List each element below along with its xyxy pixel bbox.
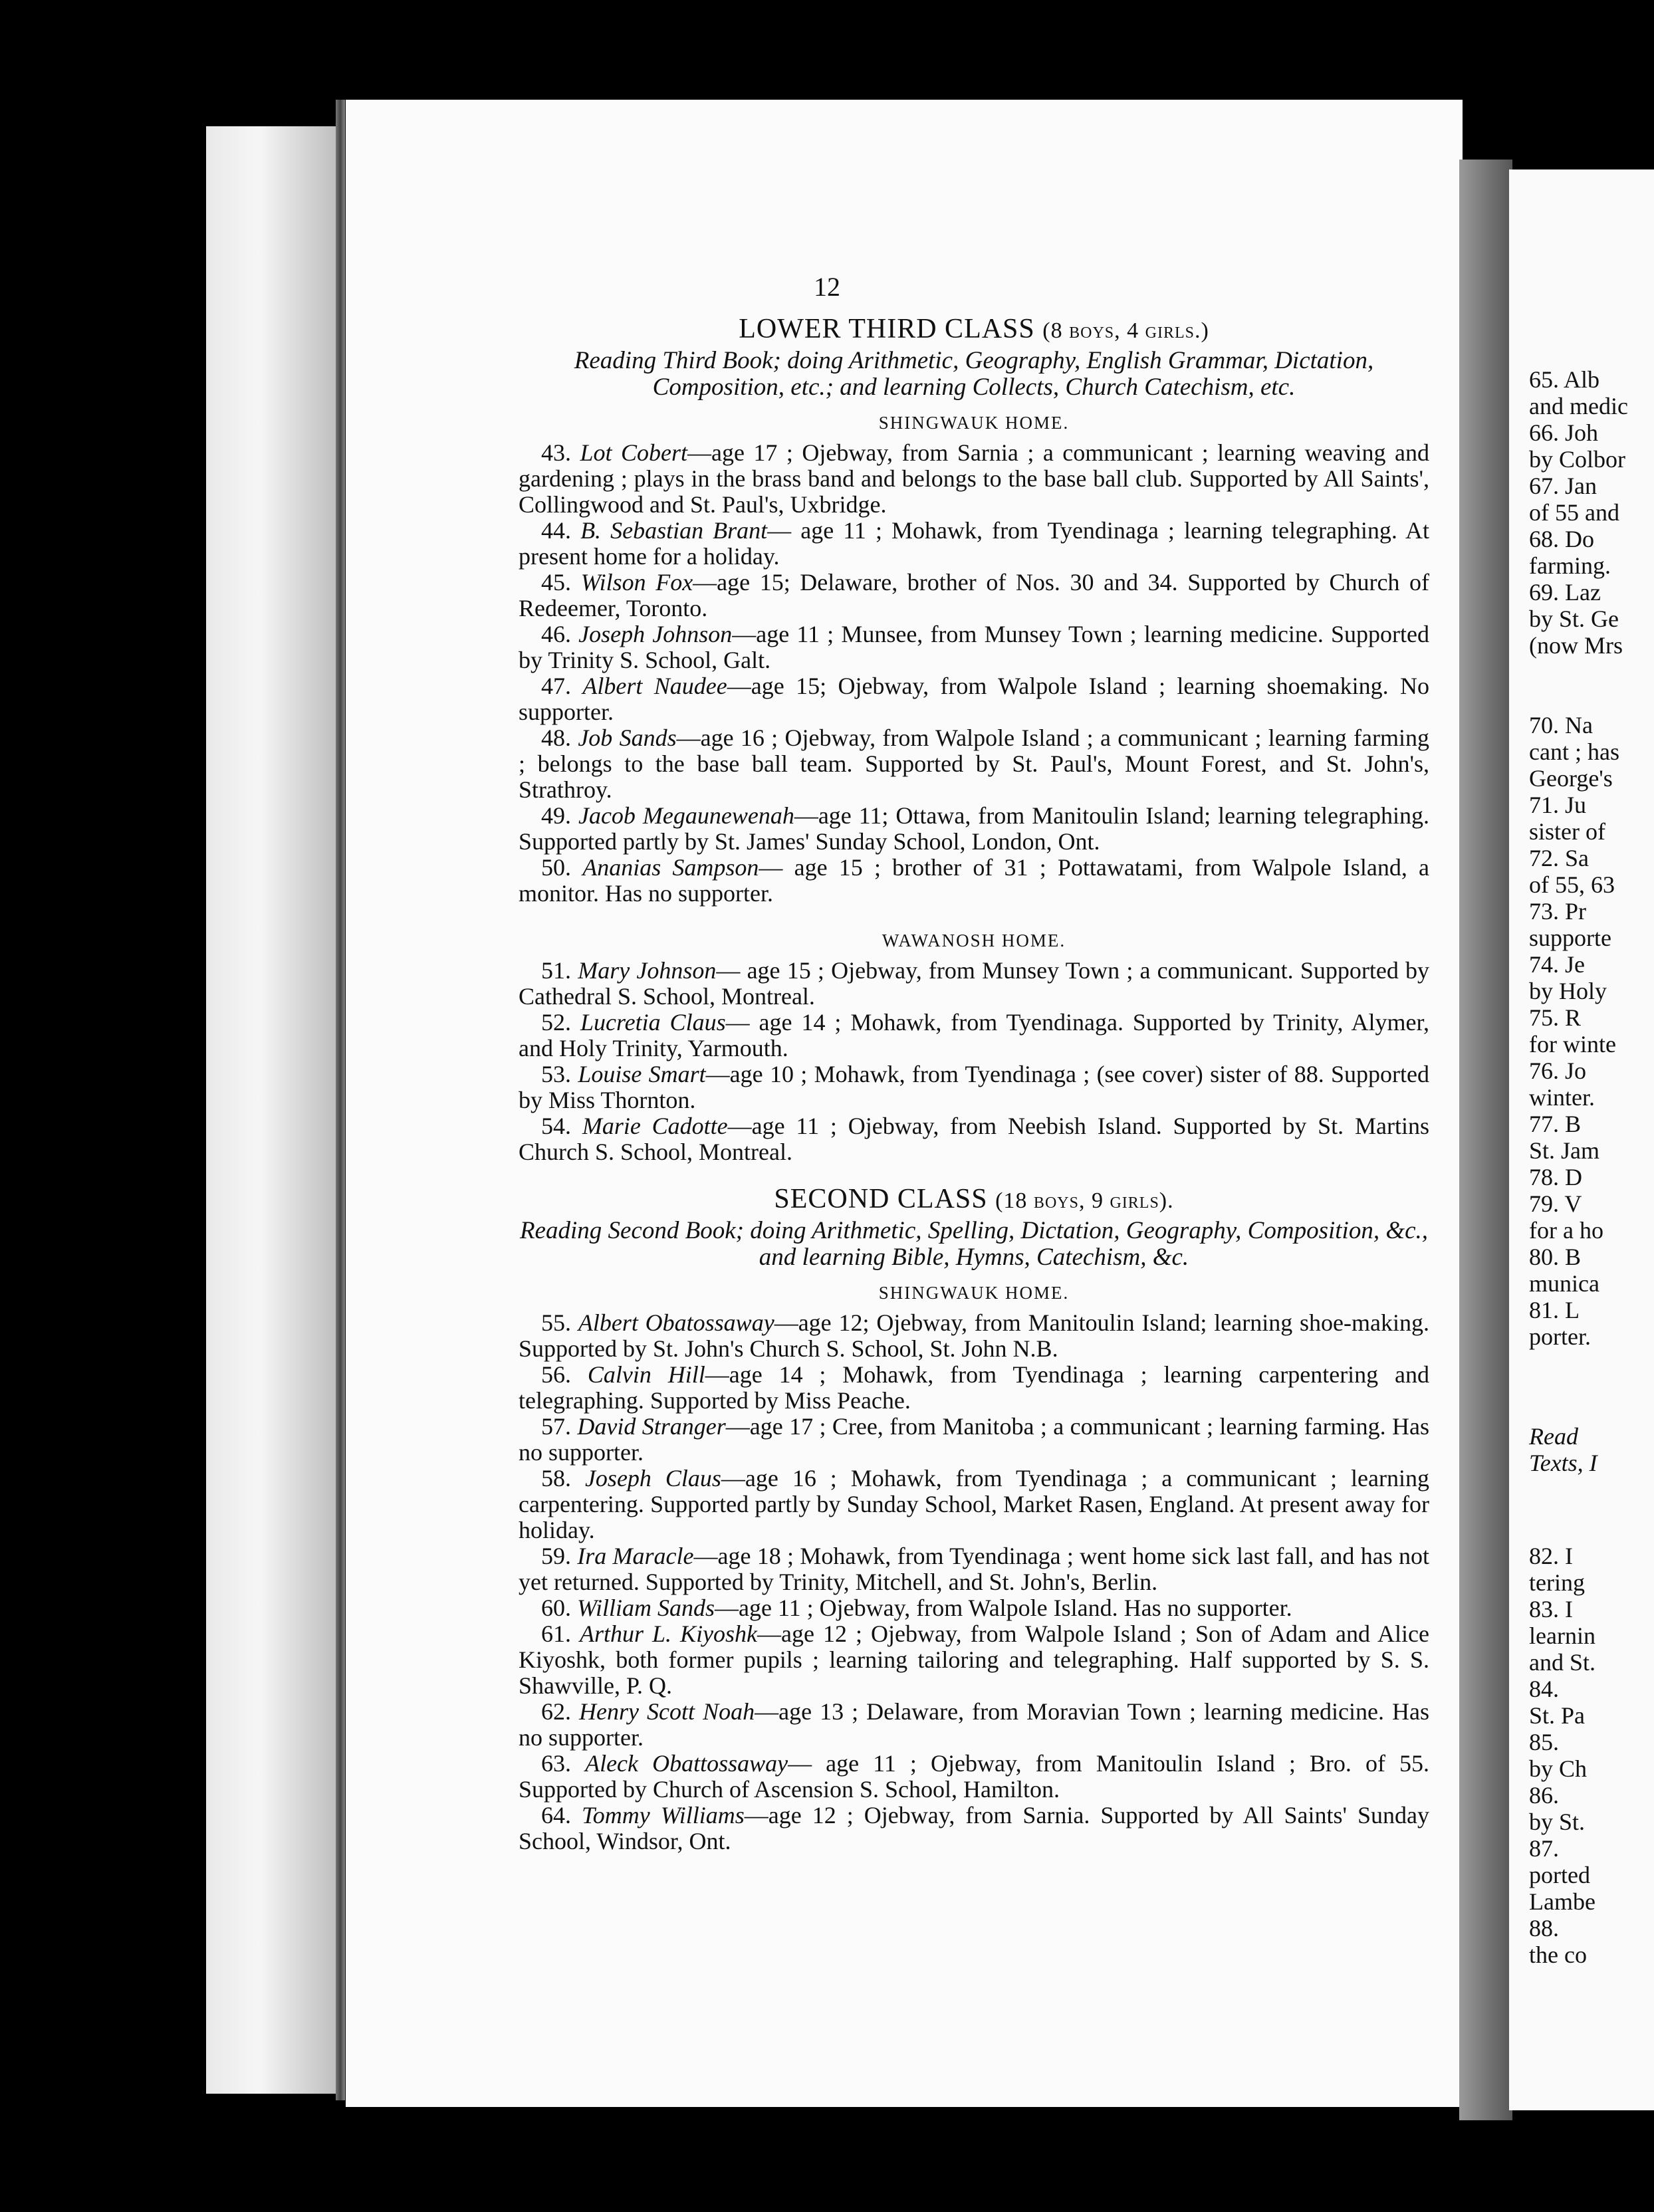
entry-number: 61. — [541, 1620, 580, 1647]
entry-number: 55. — [541, 1309, 578, 1336]
student-name: Henry Scott Noah — [579, 1698, 755, 1725]
book-spine — [336, 100, 345, 2100]
student-name: Job Sands — [578, 724, 677, 751]
facing-page-line: 88. — [1529, 1915, 1559, 1941]
entry-number: 64. — [541, 1802, 582, 1828]
facing-page-line: 67. Jan — [1529, 473, 1597, 499]
entry-details: —age 16 ; Mohawk, from Tyendinaga ; a communicant ; learning carpentering. Supported partly by Sunday School, Market Rasen, England. At present away for holiday. — [519, 1465, 1429, 1543]
entry-number: 63. — [541, 1750, 586, 1777]
entry-details: — age 11 ; Ojebway, from Manitoulin Island ; Bro. of 55. Supported by Church of Ascension S. School, Hamilton. — [519, 1750, 1430, 1803]
facing-page-line: the co — [1529, 1941, 1587, 1968]
facing-page-line: 86. — [1529, 1782, 1559, 1809]
entry-details: — age 14 ; Mohawk, from Tyendinaga. Supported by Trinity, Alymer, and Holy Trinity, Yarmouth. — [519, 1009, 1430, 1061]
curriculum-description: Reading Second Book; doing Arithmetic, Spelling, Dictation, Geography, Composition, &c., and learning Bible, Hymns, Catechism, &c. — [519, 1217, 1429, 1271]
student-name: Joseph Johnson — [578, 621, 733, 647]
facing-page-line: 74. Je — [1529, 951, 1585, 978]
entry-details: —age 10 ; Mohawk, from Tyendinaga ; (see cover) sister of 88. Supported by Miss Thornton. — [519, 1061, 1430, 1113]
entry-details: —age 17 ; Ojebway, from Sarnia ; a communicant ; learning weaving and gardening ; plays in the brass band and belongs to the base ball club. Supported by All Saints', Collingwood and St. Paul's, Uxbridge. — [519, 439, 1429, 518]
facing-page-line: 87. — [1529, 1835, 1559, 1862]
facing-page-line: by Colbor — [1529, 446, 1626, 473]
facing-page-line: (now Mrs — [1529, 632, 1623, 659]
entry-number: 45. — [541, 569, 581, 596]
facing-page-line: porter. — [1529, 1323, 1591, 1350]
book-page-edges — [206, 126, 339, 2094]
facing-page-line: of 55, 63 — [1529, 871, 1615, 898]
class-title-counts: (8 boys, 4 girls.) — [1042, 318, 1209, 343]
page-number: 12 — [814, 272, 840, 302]
student-entry — [519, 673, 1429, 725]
facing-page-line: learnin — [1529, 1622, 1595, 1649]
facing-page-line: 71. Ju — [1529, 792, 1587, 818]
facing-page-line: 65. Alb — [1529, 366, 1600, 393]
student-entry — [519, 1010, 1429, 1061]
student-name: Arthur L. Kiyoshk — [580, 1620, 758, 1647]
facing-page-line: 75. R — [1529, 1004, 1582, 1031]
student-name: Jacob Megaunewenah — [578, 802, 794, 829]
home-heading: SHINGWAUK HOME. — [878, 413, 1070, 433]
entry-details: —age 12; Ojebway, from Manitoulin Island; learning shoe-making. Supported by St. John's Church S. School, St. John N.B. — [519, 1309, 1429, 1362]
entry-details: —age 11 ; Ojebway, from Neebish Island. Supported by St. Martins Church S. School, Montreal. — [519, 1113, 1429, 1165]
entry-number: 59. — [541, 1543, 578, 1569]
facing-page-line: 72. Sa — [1529, 845, 1589, 871]
page-gutter-shadow — [1459, 160, 1512, 2120]
student-name: Lucretia Claus — [580, 1009, 726, 1036]
facing-page-fragment — [1509, 169, 1654, 2110]
scan-background — [0, 0, 199, 2212]
facing-page-line: 66. Joh — [1529, 419, 1599, 446]
class-title-name: SECOND CLASS — [774, 1184, 988, 1214]
student-entry — [519, 1751, 1429, 1803]
entry-number: 43. — [541, 439, 580, 466]
facing-page-line: 85. — [1529, 1729, 1559, 1755]
facing-page-line: 82. I — [1529, 1543, 1573, 1569]
student-entry — [519, 1113, 1429, 1165]
facing-page-line: farming. — [1529, 552, 1611, 579]
facing-page-line: cant ; has — [1529, 738, 1619, 765]
entry-details: — age 15 ; brother of 31 ; Pottawatami, from Walpole Island, a monitor. Has no supporter. — [519, 854, 1430, 907]
facing-page-line: and medic — [1529, 393, 1628, 419]
entry-number: 57. — [541, 1413, 578, 1440]
student-entry — [519, 1310, 1429, 1362]
student-name: Joseph Claus — [584, 1465, 721, 1492]
entry-details: —age 12 ; Ojebway, from Walpole Island ; Son of Adam and Alice Kiyoshk, both former pupils ; learning tailoring and telegraphing. Half supported by S. S. Shawville, P. Q. — [519, 1620, 1430, 1699]
entry-details: —age 13 ; Delaware, from Moravian Town ; learning medicine. Has no supporter. — [519, 1698, 1430, 1751]
student-name: Albert Naudee — [582, 673, 727, 699]
student-entry — [519, 621, 1429, 673]
entry-details: —age 15; Delaware, brother of Nos. 30 and 34. Supported by Church of Redeemer, Toronto. — [519, 569, 1430, 621]
entry-details: —age 11 ; Ojebway, from Walpole Island. Has no supporter. — [715, 1595, 1292, 1621]
student-entry — [519, 440, 1429, 518]
student-entry — [519, 958, 1429, 1010]
class-title-counts: (18 boys, 9 girls). — [995, 1188, 1174, 1213]
student-name: Mary Johnson — [578, 957, 717, 984]
student-name: Wilson Fox — [580, 569, 693, 596]
entry-number: 51. — [541, 957, 578, 984]
facing-page-line: by St. Ge — [1529, 606, 1619, 632]
facing-page-line: 69. Laz — [1529, 579, 1601, 606]
facing-page-line: St. Jam — [1529, 1137, 1600, 1164]
page-text-column — [519, 312, 1429, 1854]
facing-page-line: of 55 and — [1529, 499, 1619, 526]
home-heading: WAWANOSH HOME. — [882, 931, 1066, 950]
facing-page-line: munica — [1529, 1270, 1599, 1297]
entry-details: —age 17 ; Cree, from Manitoba ; a communicant ; learning farming. Has no supporter. — [519, 1413, 1430, 1466]
facing-page-line: 68. Do — [1529, 526, 1594, 552]
entry-details: —age 11 ; Munsee, from Munsey Town ; learning medicine. Supported by Trinity S. School, Galt. — [519, 621, 1429, 673]
entry-number: 47. — [541, 673, 583, 699]
facing-page-line: Read — [1529, 1423, 1578, 1450]
student-name: Lot Cobert — [580, 439, 687, 466]
facing-page-line: St. Pa — [1529, 1702, 1586, 1729]
entry-details: —age 16 ; Ojebway, from Walpole Island ; a communicant ; learning farming ; belongs to the base ball team. Supported by St. Paul's, Mount Forest, and St. John's, Strathroy. — [519, 724, 1429, 803]
student-entry — [519, 1061, 1429, 1113]
facing-page-line: ported — [1529, 1862, 1590, 1888]
facing-page-line: by Ch — [1529, 1755, 1588, 1782]
student-entry — [519, 1543, 1429, 1595]
class-title-name: LOWER THIRD CLASS — [739, 314, 1035, 344]
student-name: William Sands — [577, 1595, 715, 1621]
entry-details: — age 11 ; Mohawk, from Tyendinaga ; learning telegraphing. At present home for a holiday. — [519, 517, 1430, 570]
entry-number: 52. — [541, 1009, 580, 1036]
student-entry — [519, 1362, 1429, 1414]
student-name: Ira Maracle — [577, 1543, 694, 1569]
student-entry — [519, 570, 1429, 621]
facing-page-line: by Holy — [1529, 978, 1607, 1004]
entry-details: —age 15; Ojebway, from Walpole Island ; learning shoemaking. No supporter. — [519, 673, 1430, 725]
facing-page-line: 73. Pr — [1529, 898, 1587, 925]
facing-page-line: for winte — [1529, 1031, 1616, 1057]
facing-page-line: tering — [1529, 1569, 1585, 1596]
facing-page-line: sister of — [1529, 818, 1605, 845]
home-gap — [519, 907, 1429, 924]
student-entry — [519, 1699, 1429, 1751]
student-name: Tommy Williams — [582, 1802, 745, 1828]
home-heading: SHINGWAUK HOME. — [878, 1283, 1070, 1303]
curriculum-description: Reading Third Book; doing Arithmetic, Geography, English Grammar, Dictation, Composition, etc.; and learning Collects, Church Catechism, etc. — [574, 347, 1374, 401]
entry-number: 54. — [541, 1113, 582, 1139]
facing-page-line: Texts, I — [1529, 1450, 1597, 1476]
facing-page-line: George's — [1529, 765, 1613, 792]
entry-number: 58. — [541, 1465, 585, 1492]
student-entry — [519, 1803, 1429, 1854]
entry-number: 53. — [541, 1061, 578, 1087]
entry-number: 44. — [541, 517, 581, 544]
facing-page-line: 77. B — [1529, 1111, 1582, 1137]
student-name: Albert Obatossaway — [578, 1309, 774, 1336]
entry-number: 56. — [541, 1361, 588, 1388]
facing-page-line: 79. V — [1529, 1190, 1582, 1217]
entry-details: —age 14 ; Mohawk, from Tyendinaga ; learning carpentering and telegraphing. Supported by Miss Peache. — [519, 1361, 1430, 1414]
student-entry — [519, 1414, 1429, 1466]
facing-page-line: 76. Jo — [1529, 1057, 1587, 1084]
student-entry — [519, 803, 1429, 855]
facing-page-line: 70. Na — [1529, 712, 1593, 738]
facing-page-line: 78. D — [1529, 1164, 1582, 1190]
entry-number: 46. — [541, 621, 579, 647]
facing-page-line: winter. — [1529, 1084, 1595, 1111]
entry-details: —age 18 ; Mohawk, from Tyendinaga ; went home sick last fall, and has not yet returned. Supported by Trinity, Mitchell, and St. John's, Berlin. — [519, 1543, 1429, 1595]
facing-page-line: 80. B — [1529, 1244, 1582, 1270]
student-name: Marie Cadotte — [582, 1113, 728, 1139]
entry-number: 62. — [541, 1698, 580, 1725]
facing-page-line: 81. L — [1529, 1297, 1580, 1323]
facing-page-line: Lambe — [1529, 1888, 1595, 1915]
facing-page-line: by St. — [1529, 1809, 1586, 1835]
entry-number: 60. — [541, 1595, 577, 1621]
student-name: Aleck Obattossaway — [585, 1750, 788, 1777]
facing-page-line: and St. — [1529, 1649, 1596, 1676]
entry-number: 49. — [541, 802, 578, 829]
student-entry — [519, 725, 1429, 803]
student-name: Calvin Hill — [587, 1361, 705, 1388]
facing-page-line: 83. I — [1529, 1596, 1573, 1622]
student-name: David Stranger — [577, 1413, 726, 1440]
student-entry — [519, 1621, 1429, 1699]
class-title — [519, 316, 1429, 344]
entry-number: 50. — [541, 854, 583, 881]
entry-number: 48. — [541, 724, 578, 751]
student-entry — [519, 1595, 1429, 1621]
entry-details: —age 12 ; Ojebway, from Sarnia. Supported by All Saints' Sunday School, Windsor, Ont. — [519, 1802, 1430, 1854]
student-name: Louise Smart — [578, 1061, 706, 1087]
student-entry — [519, 518, 1429, 570]
entry-details: — age 15 ; Ojebway, from Munsey Town ; a communicant. Supported by Cathedral S. School, Montreal. — [519, 957, 1430, 1010]
facing-page-line: 84. — [1529, 1676, 1559, 1702]
class-title — [519, 1186, 1429, 1214]
facing-page-line: for a ho — [1529, 1217, 1603, 1244]
facing-page-line: supporte — [1529, 925, 1611, 951]
student-name: B. Sebastian Brant — [580, 517, 768, 544]
entry-details: —age 11; Ottawa, from Manitoulin Island; learning telegraphing. Supported partly by St. James' Sunday School, London, Ont. — [519, 802, 1429, 855]
student-entry — [519, 1466, 1429, 1543]
student-name: Ananias Sampson — [582, 854, 759, 881]
section-gap — [519, 1165, 1429, 1182]
student-entry — [519, 855, 1429, 907]
